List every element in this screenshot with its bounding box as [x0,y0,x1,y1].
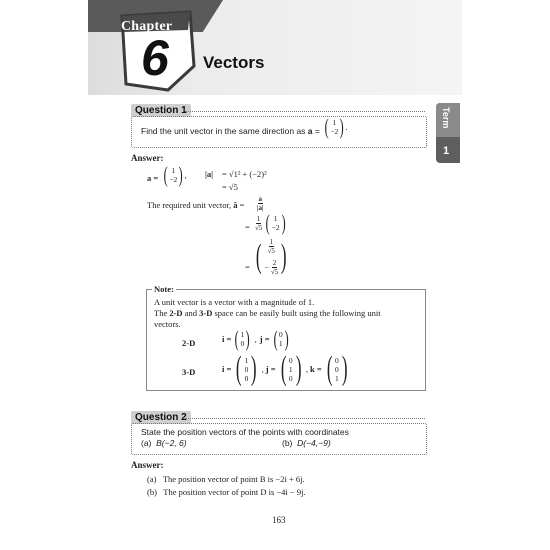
a-vector: ( 1 −2 ) , [163,162,187,187]
unit-vector-intro: The required unit vector, â = [147,200,245,210]
question-1-label: Question 1 [131,104,191,117]
question-2-part-b: (b) D(−4,−9) [282,438,331,448]
unit-step-2-equals: = [245,222,250,232]
note-line-3: vectors. [154,319,181,329]
chapter-title: Vectors [203,53,265,72]
question-1-dotted-rule [185,111,425,112]
row-3d-label: 3-D [182,367,196,377]
question-2-dotted-rule [185,418,425,419]
question-2-label: Question 2 [131,411,191,424]
row-2d-label: 2-D [182,338,196,348]
unit-step-3: ( $\frac{1}{√5}$ − $\frac{2}{√5}$ ) [255,238,287,276]
magnitude-result: = √5 [222,182,238,192]
magnitude-lhs: |a| [205,169,213,179]
term-label: Term [441,107,451,129]
unit-step-1: $\frac{a}{|a|}$ [257,195,264,212]
question-1-vector: ( 1 −2 ) . [324,114,348,139]
page-number: 163 [272,515,286,525]
question-2-prompt: State the position vectors of the points with coordinates [141,427,349,437]
answer-1-label: Answer: [131,153,164,163]
answer-2-line-a: (a) The position vector of point B is −2i + 6j. [147,474,305,484]
unit-step-3-equals: = [245,262,250,272]
note-line-1: A unit vector is a vector with a magnitude of 1. [154,297,315,307]
chapter-label: Chapter [121,19,173,34]
term-number: 1 [443,145,450,157]
unit-step-2: $\frac{1}{√5}$ ( 1 −2 ) [255,210,286,235]
answer-2-line-b: (b) The position vector of point D is −4i − 9j. [147,487,306,497]
chapter-number: 6 [141,30,169,86]
row-2d-vectors: i = ( 1 0 ) , j = ( 0 1 ) [222,326,289,351]
a-symbol: a = [147,173,159,183]
magnitude-rhs: = √1² + (−2)² [222,169,267,179]
note-label: Note: [154,284,174,294]
question-2-part-a: (a) B(−2, 6) [141,438,187,448]
answer-2-label: Answer: [131,460,164,470]
question-1-prompt: Find the unit vector in the same direction as a = [141,126,320,136]
row-3d-vectors: i = ( 1 0 0 ) , j = ( 0 1 0 ) , k = ( 0 0 1 ) [222,350,348,387]
note-line-2: The 2-D and 3-D space can be easily built using the following unit [154,308,381,318]
